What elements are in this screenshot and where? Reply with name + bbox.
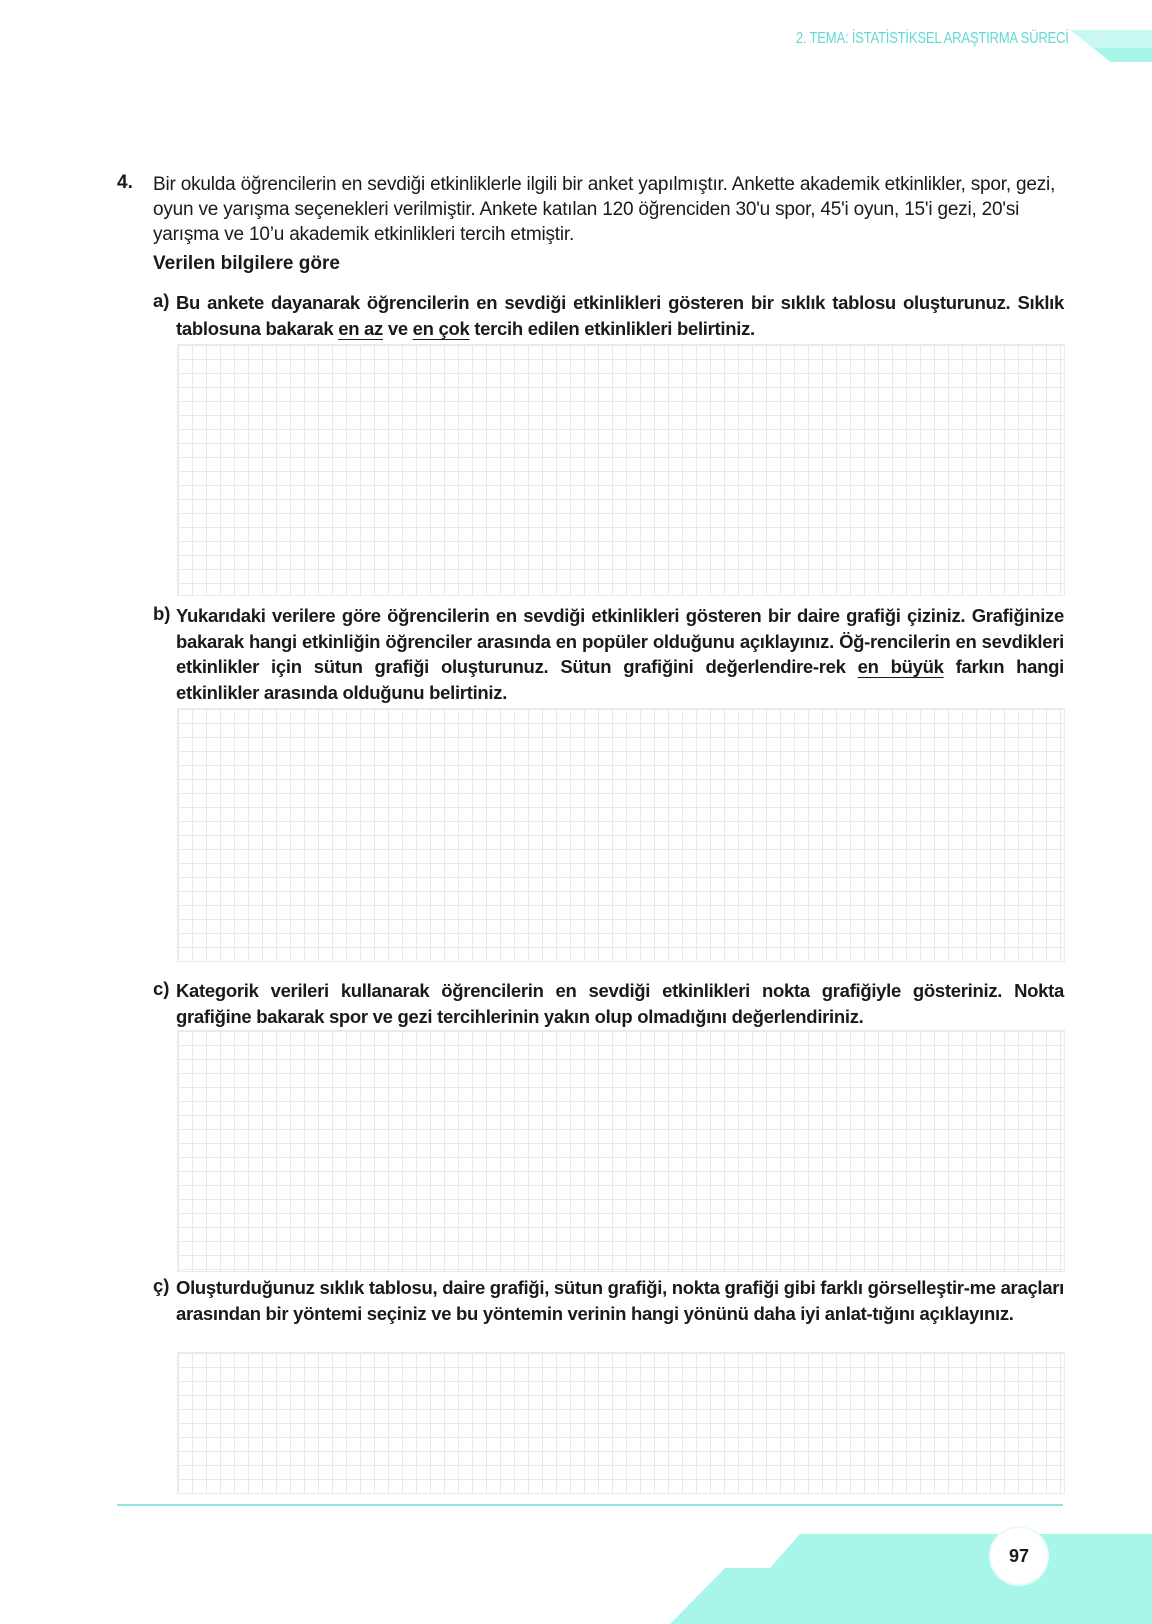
part-b-text: Yukarıdaki verilere göre öğrencilerin en sevdiği etkinlikleri gösteren bir daire grafiği çiziniz. Grafiğinize bakarak hangi etkinliğin öğrenciler arasında en popüler olduğunu açıklayınız. Öğ-rencilerin en sevdikleri etkinlikler için sütun grafiği oluşturunuz. Sütun grafiğini değerlendire-rek en büyük farkın hangi etkinlikler arasında olduğunu belirtiniz. <box>176 605 1065 703</box>
part-c-text: Kategorik verileri kullanarak öğrencilerin en sevdiği etkinlikleri nokta grafiğiyle gösteriniz. Nokta grafiğine bakarak spor ve gezi tercihlerinin yakın olup olmadığını değerlendiriniz. <box>176 980 1064 1027</box>
question-text: Bir okulda öğrencilerin en sevdiği etkinliklerle ilgili bir anket yapılmıştır. Ankette akademik etkinlikler, spor, gezi, oyun ve yarışma seçenekleri verilmiştir. Ankete katılan 120 öğrenciden 30'u spor, 45'i oyun, 15'i gezi, 20'si yarışma ve 10’u akademik etkinlikleri tercih etmiştir. <box>153 174 1056 245</box>
running-header-title: 2. TEMA: İSTATİSTİKSEL ARAŞTIRMA SÜRECİ <box>796 30 1069 47</box>
part-cc-text: Oluşturduğunuz sıklık tablosu, daire grafiği, sütun grafiği, nokta grafiği gibi farklı görselleştir-me araçları arasından bir yöntemi seçiniz ve bu yöntemin verinin hangi yönünü daha iyi anlat-tığını açıklayınız. <box>176 1277 1064 1324</box>
footer-decoration <box>670 1534 1152 1624</box>
question-number: 4. <box>117 172 133 193</box>
answer-grid-b[interactable] <box>177 708 1065 962</box>
underline-en-cok: en çok <box>412 317 470 339</box>
part-a-label: a) <box>153 290 170 311</box>
underline-en-az: en az <box>338 317 383 339</box>
footer-divider <box>117 1504 1063 1506</box>
underline-en-buyuk: en büyük <box>857 656 944 677</box>
answer-grid-cc[interactable] <box>177 1352 1065 1494</box>
page-number: 97 <box>991 1528 1047 1584</box>
part-a-text: Bu ankete dayanarak öğrencilerin en sevdiği etkinlikleri gösteren bir sıklık tablosu oluşturunuz. Sıklık tablosuna bakarak en az ve en çok tercih edilen etkinlikleri belirtiniz. <box>176 292 1064 339</box>
part-c-label: c) <box>153 978 170 999</box>
question-subheading: Verilen bilgilere göre <box>153 253 340 274</box>
answer-grid-a[interactable] <box>177 344 1065 596</box>
part-cc-label: ç) <box>153 1275 170 1296</box>
answer-grid-c[interactable] <box>177 1030 1065 1272</box>
header-decoration <box>1070 28 1152 64</box>
part-b-label: b) <box>153 603 171 624</box>
